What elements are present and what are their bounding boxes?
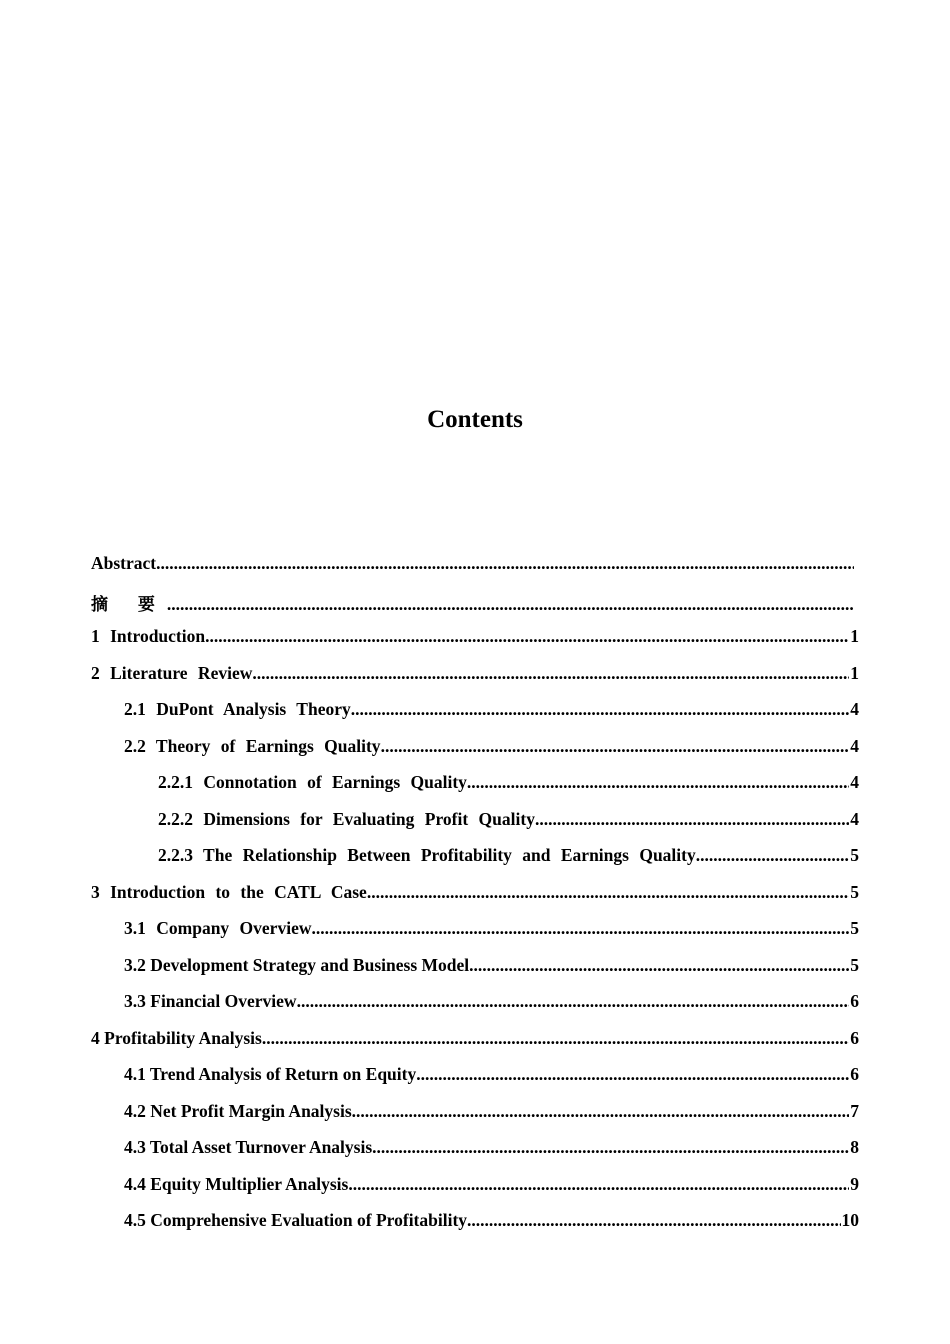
toc-page-number: 8 (850, 1137, 859, 1157)
toc-page-number: 5 (850, 918, 859, 938)
toc-leader-dots (416, 1064, 849, 1085)
toc-leader-dots (297, 991, 850, 1012)
toc-leader-dots (372, 1137, 849, 1158)
toc-entry-text: 3 Introduction to the CATL Case (91, 881, 367, 902)
toc-entry-2-2-1[interactable] (91, 772, 859, 809)
toc-entry-4-3[interactable] (91, 1137, 859, 1174)
toc-entry-1[interactable] (91, 626, 859, 663)
toc-page-number: 5 (850, 845, 859, 865)
toc-entry-text: 4.5 Comprehensive Evaluation of Profitability (124, 1210, 468, 1230)
toc-leader-dots (381, 736, 850, 757)
toc-leader-dots (205, 626, 849, 647)
toc-entry-4-1[interactable] (91, 1064, 859, 1101)
toc-page-number: 4 (850, 735, 859, 756)
toc-entry-text: 2.2 Theory of Earnings Quality (124, 735, 381, 756)
toc-page-number: 1 (850, 626, 859, 646)
toc-page-number: 9 (850, 1173, 859, 1194)
toc-entry-3-3[interactable] (91, 991, 859, 1028)
toc-page-number: 4 (850, 808, 859, 829)
toc-entry-text: 2 Literature Review (91, 662, 253, 683)
toc-entry-2-2-2[interactable] (91, 809, 859, 846)
toc-entry-chinese-abstract[interactable] (91, 590, 859, 627)
toc-entry-text: 1 Introduction (91, 626, 206, 646)
toc-page-number: 10 (841, 1210, 859, 1230)
toc-leader-dots (262, 1028, 849, 1049)
toc-entry-text: 4 Profitability Analysis (91, 1027, 262, 1048)
toc-entry-text: 2.1 DuPont Analysis Theory (124, 699, 351, 719)
toc-leader-dots (348, 1174, 849, 1195)
toc-leader-dots (311, 918, 849, 939)
toc-entry-2-2-3[interactable] (91, 845, 859, 882)
toc-page-number: 6 (850, 1027, 859, 1048)
toc-entry-text: 3.2 Development Strategy and Business Model (124, 954, 470, 975)
toc-leader-dots (156, 553, 854, 574)
toc-leader-dots (696, 845, 850, 866)
toc-page-number: 5 (850, 881, 859, 902)
toc-page-number: 4 (850, 772, 859, 792)
toc-entry-text: 2.2.3 The Relationship Between Profitability and Earnings Quality (158, 845, 696, 865)
toc-entry-3-2[interactable] (91, 955, 859, 992)
toc-entry-text: 4.3 Total Asset Turnover Analysis (124, 1137, 373, 1157)
toc-entry-text: 4.2 Net Profit Margin Analysis (124, 1100, 352, 1121)
toc-entry-text: 3.1 Company Overview (124, 918, 312, 938)
toc-entry-2[interactable] (91, 663, 859, 700)
toc-entry-text: 3.3 Financial Overview (124, 991, 297, 1011)
toc-leader-dots (467, 1210, 840, 1231)
toc-entry-text: Abstract (91, 553, 157, 573)
toc-page-number: 6 (850, 1064, 859, 1084)
toc-entry-4[interactable] (91, 1028, 859, 1065)
toc-entry-text: 摘 要 (91, 594, 167, 615)
toc-leader-dots (535, 809, 849, 830)
toc-page-number: 1 (850, 662, 859, 683)
toc-leader-dots (467, 772, 849, 793)
toc-page-number: 5 (850, 954, 859, 975)
toc-leader-dots (351, 699, 850, 720)
toc-entry-3[interactable] (91, 882, 859, 919)
toc-entry-4-4[interactable] (91, 1174, 859, 1211)
toc-entry-4-5[interactable] (91, 1210, 859, 1247)
toc-leader-dots (252, 663, 849, 684)
table-of-contents (91, 553, 859, 1247)
toc-entry-text: 4.1 Trend Analysis of Return on Equity (124, 1064, 417, 1084)
toc-page-number: 6 (850, 991, 859, 1011)
toc-entry-2-2[interactable] (91, 736, 859, 773)
toc-page-number: 4 (850, 699, 859, 719)
toc-entry-text: 4.4 Equity Multiplier Analysis (124, 1173, 349, 1194)
toc-leader-dots (167, 594, 854, 615)
toc-leader-dots (367, 882, 849, 903)
toc-entry-4-2[interactable] (91, 1101, 859, 1138)
toc-entry-text: 2.2.1 Connotation of Earnings Quality (158, 772, 467, 792)
toc-entry-3-1[interactable] (91, 918, 859, 955)
toc-page-number: 7 (850, 1100, 859, 1121)
toc-entry-abstract[interactable] (91, 553, 859, 590)
page-title: Contents (427, 406, 523, 433)
toc-entry-text: 2.2.2 Dimensions for Evaluating Profit Quality (158, 808, 535, 829)
toc-leader-dots (469, 955, 849, 976)
toc-leader-dots (352, 1101, 850, 1122)
toc-entry-2-1[interactable] (91, 699, 859, 736)
